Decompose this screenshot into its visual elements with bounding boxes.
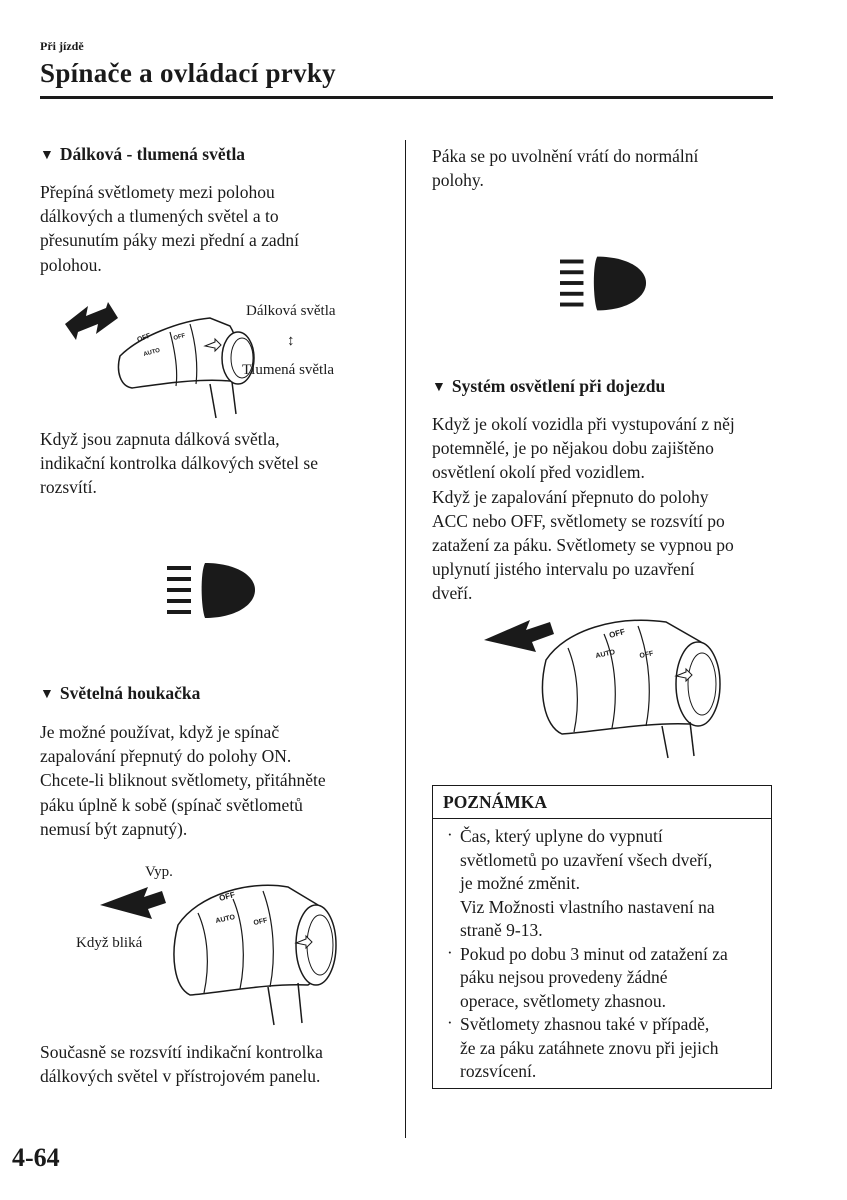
label-low-beam: Tlumená světla [242, 362, 335, 378]
flasher-indicator-text [40, 1040, 323, 1088]
triangle-marker-icon: ▼ [40, 148, 54, 163]
text-line: Viz Možnosti vlastního nastavení na [460, 896, 715, 917]
section-heading-high-low [40, 144, 245, 165]
text-line: polohy. [432, 170, 484, 191]
section-kicker: Při jízdě [40, 39, 84, 53]
list-item [447, 1013, 765, 1084]
lever-auto-marking: AUTO [142, 347, 161, 358]
text-line: Světlomety zhasnou také v případě, [460, 1014, 710, 1034]
label-arrow: ↕ [287, 333, 295, 349]
high-low-description [40, 180, 299, 277]
text-line: nemusí být zapnutý). [40, 818, 188, 839]
text-line: Když je okolí vozidla při vystupování z něj [432, 414, 735, 434]
text-line: uplynutí jistého intervalu po uzavření [432, 559, 695, 580]
list-item [447, 943, 765, 1014]
triangle-marker-icon: ▼ [432, 380, 446, 395]
text-line: dálkových a tlumených světel a to [40, 206, 279, 227]
headlight-lever-illustration [476, 600, 746, 760]
flasher-description [40, 720, 326, 841]
lever-off-marking: OFF [136, 332, 152, 344]
text-line: přesunutím páky mezi přední a zadní [40, 230, 300, 251]
label-off: Vyp. [145, 864, 173, 880]
text-line: zapalování přepnutý do polohy ON. [40, 746, 292, 767]
lever-off-marking: OFF [638, 650, 655, 660]
lever-return-text [432, 144, 698, 192]
bullet-icon: · [447, 942, 453, 962]
text-line: Čas, který uplyne do vypnutí [460, 826, 663, 846]
text-line: Přepíná světlomety mezi polohou [40, 182, 275, 202]
text-line: zatažení za páku. Světlomety se vypnou po [432, 535, 734, 556]
heading-text: Dálková - tlumená světla [59, 144, 246, 164]
text-line: Chcete-li bliknout světlomety, přitáhněte [40, 770, 326, 791]
label-flashing: Když bliká [76, 935, 143, 951]
lever-auto-marking: AUTO [214, 914, 236, 925]
list-item [447, 825, 765, 943]
text-line: Je možné používat, když je spínač [40, 722, 280, 742]
text-line: Pokud po dobu 3 minut od zatažení za [460, 943, 728, 964]
text-line: operace, světlomety zhasnou. [460, 990, 667, 1011]
text-line: páku nejsou provedeny žádné [460, 967, 668, 987]
text-line: Když je zapalování přepnuto do polohy [432, 486, 709, 507]
text-line: rozsvítí. [40, 477, 97, 498]
title-rule [40, 96, 773, 99]
note-title: POZNÁMKA [443, 792, 548, 812]
text-line: indikační kontrolka dálkových světel se [40, 453, 318, 474]
leaving-home-description [432, 412, 735, 606]
bullet-icon: · [447, 825, 453, 844]
page-number: 4-64 [12, 1143, 60, 1172]
text-line: že za páku zatáhnete znovu při jejich [460, 1037, 719, 1058]
triangle-marker-icon: ▼ [40, 687, 54, 702]
lever-off-marking: OFF [172, 333, 187, 342]
text-line: straně 9-13. [460, 920, 543, 940]
lever-auto-marking: AUTO [594, 649, 616, 660]
note-box [432, 785, 772, 1089]
text-line: ACC nebo OFF, světlomety se rozsvítí po [432, 510, 725, 531]
headlight-lever-illustration [60, 296, 260, 426]
text-line: Současně se rozsvítí indikační kontrolka [40, 1042, 323, 1062]
lever-off-marking: OFF [608, 627, 626, 640]
text-line: polohou. [40, 254, 102, 275]
high-beam-icon [560, 256, 648, 311]
section-heading-leaving-home [432, 376, 665, 397]
page-title: Spínače a ovládací prvky [40, 58, 336, 88]
section-heading-flasher [40, 683, 200, 704]
heading-text: Světelná houkačka [59, 683, 201, 703]
high-beam-icon [167, 563, 257, 618]
note-list [447, 825, 765, 1084]
high-beam-indicator-text [40, 427, 318, 500]
heading-text: Systém osvětlení při dojezdu [451, 376, 666, 396]
lever-off-marking: OFF [252, 917, 269, 927]
text-line: Když jsou zapnuta dálková světla, [40, 429, 280, 449]
bullet-icon: · [447, 1013, 453, 1032]
text-line: páku úplně k sobě (spínač světlometů [40, 794, 303, 815]
text-line: osvětlení okolí před vozidlem. [432, 462, 645, 483]
column-divider [405, 140, 406, 1138]
label-high-beam: Dálková světla [246, 303, 336, 319]
lever-off-marking: OFF [218, 890, 236, 903]
text-line: potemnělé, je po nějakou dobu zajištěno [432, 438, 714, 459]
text-line: dveří. [432, 583, 473, 604]
text-line: rozsvícení. [460, 1061, 537, 1081]
text-line: dálkových světel v přístrojovém panelu. [40, 1066, 321, 1087]
text-line: Páka se po uvolnění vrátí do normální [432, 146, 699, 166]
text-line: je možné změnit. [460, 873, 581, 893]
text-line: světlometů po uzavření všech dveří, [460, 849, 713, 870]
note-header [433, 786, 771, 819]
